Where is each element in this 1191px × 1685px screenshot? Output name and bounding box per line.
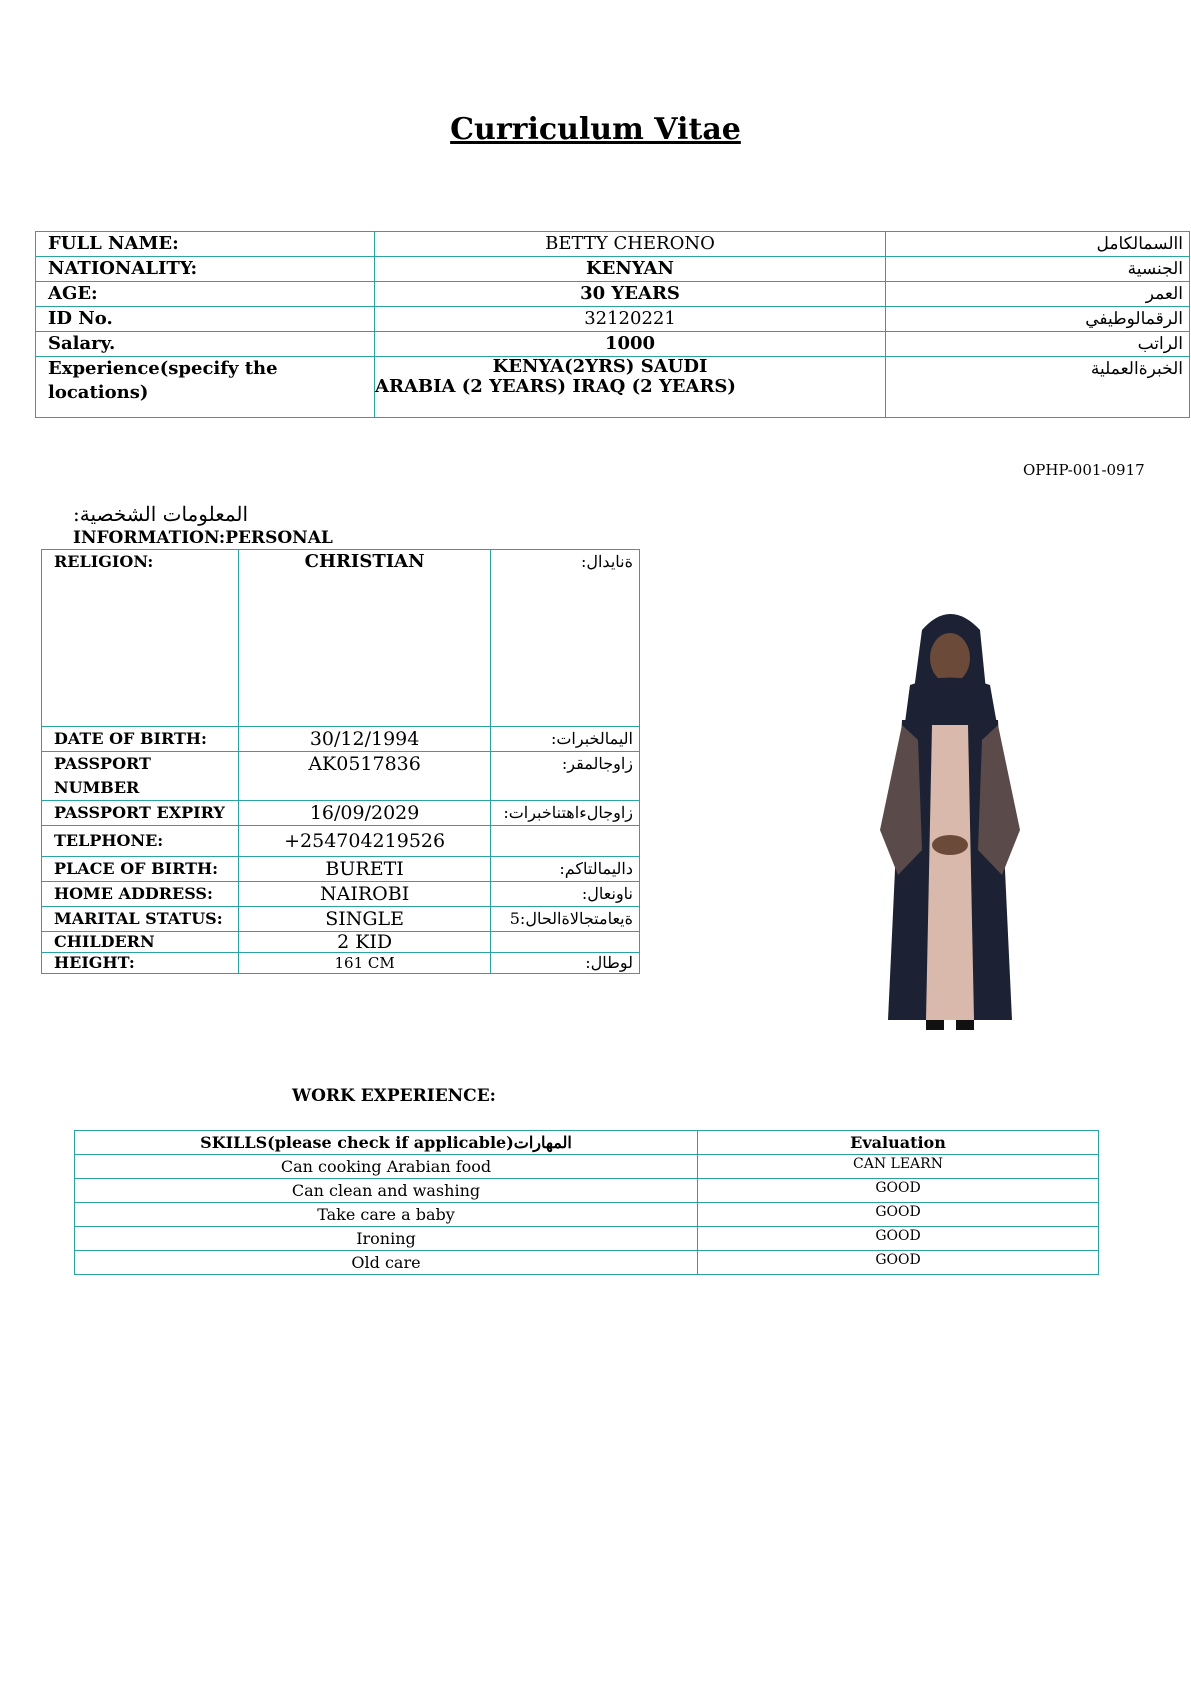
evaluation-header: Evaluation: [698, 1131, 1099, 1155]
dob-label: DATE OF BIRTH:: [42, 727, 239, 752]
skill-evaluation: CAN LEARN: [698, 1155, 1099, 1179]
full-name-label: FULL NAME:: [36, 232, 375, 257]
full-name-arabic: االسمالكامل: [886, 232, 1190, 257]
skills-table: [74, 1130, 1099, 1275]
skill-row: [75, 1155, 1099, 1179]
summary-row-nationality: [36, 257, 1190, 282]
salary-arabic: الراتب: [886, 332, 1190, 357]
age-arabic: العمر: [886, 282, 1190, 307]
skill-name: Can cooking Arabian food: [75, 1155, 698, 1179]
nationality-label: NATIONALITY:: [36, 257, 375, 282]
salary-label: Salary.: [36, 332, 375, 357]
personal-row-religion: [42, 550, 640, 727]
id-arabic: الرقمالوطيفي: [886, 307, 1190, 332]
personal-row-home-address: [42, 882, 640, 907]
skill-name: Take care a baby: [75, 1203, 698, 1227]
telephone-arabic: [491, 826, 640, 857]
personal-row-place-of-birth: [42, 857, 640, 882]
personal-row-passport-number: [42, 752, 640, 801]
summary-row-id: [36, 307, 1190, 332]
work-experience-heading: WORK EXPERIENCE:: [292, 1086, 496, 1106]
document-title: Curriculum Vitae: [450, 112, 741, 147]
personal-row-telephone: [42, 826, 640, 857]
age-value: 30 YEARS: [375, 282, 886, 307]
children-value: 2 KID: [238, 932, 490, 953]
nationality-value: KENYAN: [375, 257, 886, 282]
personal-table: [41, 549, 640, 974]
summary-row-experience: [36, 357, 1190, 418]
skill-row: [75, 1179, 1099, 1203]
children-arabic: [491, 932, 640, 953]
personal-row-dob: [42, 727, 640, 752]
place-of-birth-arabic: :داليمالتاكم: [491, 857, 640, 882]
skill-evaluation: GOOD: [698, 1179, 1099, 1203]
personal-row-passport-expiry: [42, 801, 640, 826]
skill-row: [75, 1203, 1099, 1227]
height-arabic: :لوطال: [491, 953, 640, 974]
passport-expiry-label: PASSPORT EXPIRY: [42, 801, 239, 826]
height-label: HEIGHT:: [42, 953, 239, 974]
skill-row: [75, 1227, 1099, 1251]
personal-heading-arabic: :المعلومات الشخصية: [73, 502, 249, 526]
home-address-value: NAIROBI: [238, 882, 490, 907]
experience-line-2: ARABIA (2 YEARS) IRAQ (2 YEARS): [375, 376, 736, 397]
summary-row-name: [36, 232, 1190, 257]
experience-arabic: الخبرةالعملية: [886, 357, 1190, 418]
summary-row-age: [36, 282, 1190, 307]
personal-heading: INFORMATION:PERSONAL: [73, 528, 333, 548]
age-label: AGE:: [36, 282, 375, 307]
summary-table: [35, 231, 1190, 418]
id-label: ID No.: [36, 307, 375, 332]
salary-value: 1000: [375, 332, 886, 357]
skills-header-row: [75, 1131, 1099, 1155]
passport-expiry-arabic: :زاوجالءاهتناخبرات: [491, 801, 640, 826]
religion-value: CHRISTIAN: [238, 550, 490, 727]
form-code: OPHP-001-0917: [1023, 461, 1145, 479]
home-address-label: HOME ADDRESS:: [42, 882, 239, 907]
experience-line-1: KENYA(2YRS) SAUDI: [492, 356, 708, 377]
experience-label: Experience(specify the locations): [36, 357, 375, 418]
full-name-value: BETTY CHERONO: [375, 232, 886, 257]
skill-evaluation: GOOD: [698, 1227, 1099, 1251]
place-of-birth-label: PLACE OF BIRTH:: [42, 857, 239, 882]
telephone-value: +254704219526: [238, 826, 490, 857]
marital-status-label: MARITAL STATUS:: [42, 907, 239, 932]
skill-name: Can clean and washing: [75, 1179, 698, 1203]
skill-name: Ironing: [75, 1227, 698, 1251]
personal-row-children: [42, 932, 640, 953]
skill-evaluation: GOOD: [698, 1251, 1099, 1275]
personal-row-marital-status: [42, 907, 640, 932]
dob-value: 30/12/1994: [238, 727, 490, 752]
passport-number-value: AK0517836: [238, 752, 490, 801]
passport-number-arabic: :زاوجالمقر: [491, 752, 640, 801]
passport-expiry-value: 16/09/2029: [238, 801, 490, 826]
nationality-arabic: الجنسية: [886, 257, 1190, 282]
dob-arabic: :اليمالخبرات: [491, 727, 640, 752]
personal-row-height: [42, 953, 640, 974]
religion-label: RELIGION:: [42, 550, 239, 727]
marital-status-value: SINGLE: [238, 907, 490, 932]
skill-row: [75, 1251, 1099, 1275]
candidate-photo: [870, 600, 1030, 1040]
skill-name: Old care: [75, 1251, 698, 1275]
home-address-arabic: :ناونعال: [491, 882, 640, 907]
summary-row-salary: [36, 332, 1190, 357]
experience-value: [375, 357, 886, 418]
id-value: 32120221: [375, 307, 886, 332]
telephone-label: TELPHONE:: [42, 826, 239, 857]
height-value: 161 CM: [238, 953, 490, 974]
place-of-birth-value: BURETI: [238, 857, 490, 882]
passport-number-label: PASSPORT NUMBER: [42, 752, 239, 801]
religion-arabic: :ةنايدال: [491, 550, 640, 727]
children-label: CHILDERN: [42, 932, 239, 953]
skills-header: SKILLS(please check if applicable)المهارات: [75, 1131, 698, 1155]
skill-evaluation: GOOD: [698, 1203, 1099, 1227]
marital-status-arabic: 5:ةيعامتجالاةالحال: [491, 907, 640, 932]
